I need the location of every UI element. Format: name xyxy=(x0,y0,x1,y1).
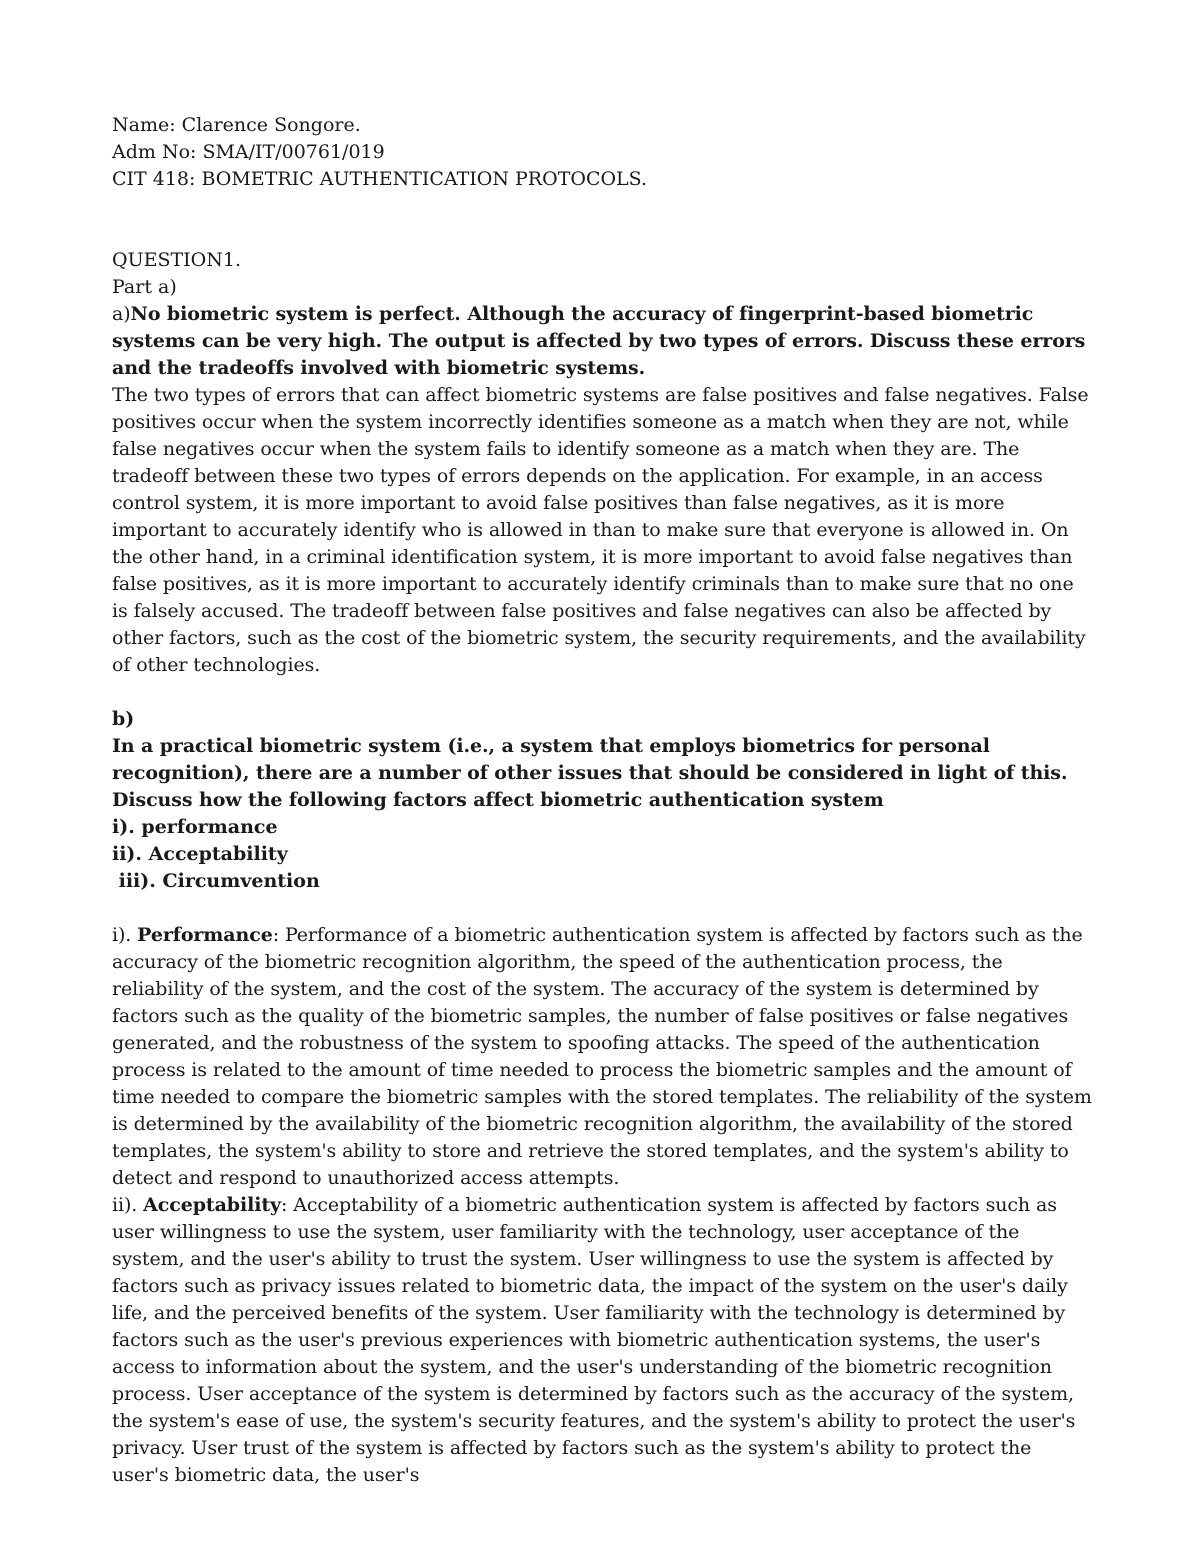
performance-text: : Performance of a biometric authentication system is affected by factors such as the accuracy of the biometric recognition algorithm, the speed of the authentication process, the reliability of the system, and the cost of the system. The accuracy of the system is determined by factors such as the quality of the biometric samples, the number of false positives or false negatives generated, and the robustness of the system to spoofing attacks. The speed of the authentication process is related to the amount of time needed to process the biometric samples and the amount of time needed to compare the biometric samples with the stored templates. The reliability of the system is determined by the availability of the biometric recognition algorithm, the availability of the stored templates, the system's ability to store and retrieve the stored templates, and the system's ability to detect and respond to unauthorized access attempts. xyxy=(112,924,1092,1189)
spacer xyxy=(112,679,1092,706)
admission-number: Adm No: SMA/IT/00761/019 xyxy=(112,141,385,163)
performance-term: Performance xyxy=(137,924,273,946)
part-b-question: In a practical biometric system (i.e., a system that employs biometrics for personal recognition), there are a number of other issues that should be considered in light of this. Discuss how the following factors affect biometric authentication system xyxy=(112,735,1068,811)
acceptability-text: : Acceptability of a biometric authentication system is affected by factors such as user willingness to use the system, user familiarity with the technology, user acceptance of the system, and the user's ability to trust the system. User willingness to use the system is affected by factors such as privacy issues related to biometric data, the impact of the system on the user's daily life, and the perceived benefits of the system. User familiarity with the technology is determined by factors such as the user's previous experiences with biometric authentication systems, the user's access to information about the system, and the user's understanding of the biometric recognition process. User acceptance of the system is determined by factors such as the accuracy of the system, the system's ease of use, the system's security features, and the system's ability to protect the user's privacy. User trust of the system is affected by factors such as the system's ability to protect the user's biometric data, the user's xyxy=(112,1194,1076,1486)
acceptability-term: Acceptability xyxy=(143,1194,281,1216)
acceptability-prefix: ii). xyxy=(112,1194,144,1216)
spacer xyxy=(112,193,1092,247)
part-a-label: Part a) xyxy=(112,276,177,298)
part-a-prefix: a) xyxy=(112,303,131,325)
document-body xyxy=(112,112,1092,1489)
course-title: CIT 418: BOMETRIC AUTHENTICATION PROTOCOLS. xyxy=(112,168,648,190)
part-a-question xyxy=(112,301,1092,382)
performance-answer xyxy=(112,922,1092,1192)
factor-item-circumvention: iii). Circumvention xyxy=(112,870,320,892)
factor-item-acceptability: ii). Acceptability xyxy=(112,843,288,865)
question-title: QUESTION1. xyxy=(112,249,241,271)
part-a-question-text: No biometric system is perfect. Although the accuracy of fingerprint-based biometric systems can be very high. The output is affected by two types of errors. Discuss these errors and the tradeoffs involved with biometric systems. xyxy=(112,303,1086,379)
spacer xyxy=(112,895,1092,922)
factor-item-performance: i). performance xyxy=(112,816,278,838)
part-b-label: b) xyxy=(112,708,135,730)
part-a-answer: The two types of errors that can affect biometric systems are false positives and false negatives. False positives occur when the system incorrectly identifies someone as a match when they are not, while false negatives occur when the system fails to identify someone as a match when they are. The tradeoff between these two types of errors depends on the application. For example, in an access control system, it is more important to avoid false positives than false negatives, as it is more important to accurately identify who is allowed in than to make sure that everyone is allowed in. On the other hand, in a criminal identification system, it is more important to avoid false negatives than false positives, as it is more important to accurately identify criminals than to make sure that no one is falsely accused. The tradeoff between false positives and false negatives can also be affected by other factors, such as the cost of the biometric system, the security requirements, and the availability of other technologies. xyxy=(112,384,1089,676)
student-name: Name: Clarence Songore. xyxy=(112,114,361,136)
performance-prefix: i). xyxy=(112,924,138,946)
acceptability-answer xyxy=(112,1192,1092,1489)
